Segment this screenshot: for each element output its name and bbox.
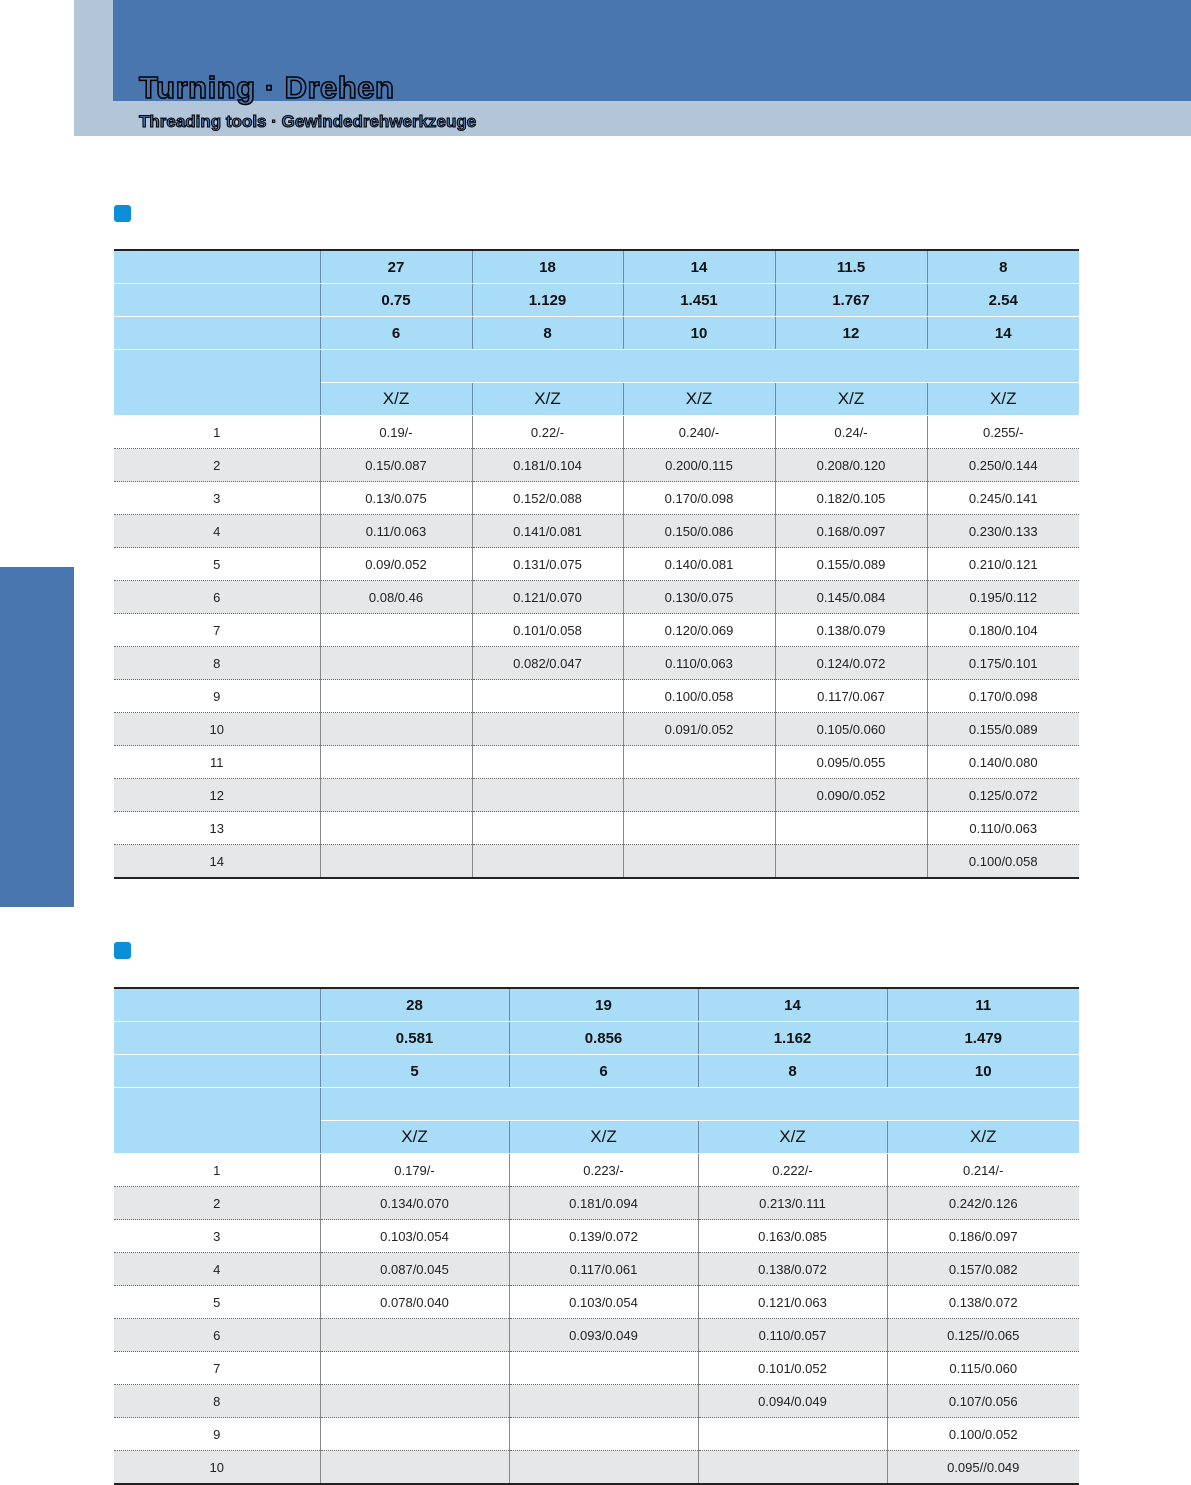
value-cell: 0.107/0.056 xyxy=(887,1385,1079,1418)
pass-number-cell: 9 xyxy=(114,1418,320,1451)
value-cell: 0.124/0.072 xyxy=(775,647,927,680)
header-cell: 8 xyxy=(472,317,623,350)
value-cell: 0.101/0.052 xyxy=(698,1352,887,1385)
value-cell: 0.255/- xyxy=(927,416,1079,449)
header-row-4 xyxy=(114,350,1079,383)
table-row xyxy=(114,1253,1079,1286)
value-cell xyxy=(623,812,775,845)
value-cell: 0.103/0.054 xyxy=(320,1220,509,1253)
table-row xyxy=(114,1352,1079,1385)
page-title: Turning · Drehen xyxy=(139,70,395,105)
value-cell: 0.208/0.120 xyxy=(775,449,927,482)
value-cell: 0.222/- xyxy=(698,1154,887,1187)
value-cell: 0.110/0.057 xyxy=(698,1319,887,1352)
value-cell: 0.140/0.080 xyxy=(927,746,1079,779)
pass-number-cell: 5 xyxy=(114,1286,320,1319)
header-cell: 1.162 xyxy=(698,1022,887,1055)
value-cell xyxy=(320,845,472,879)
value-cell: 0.155/0.089 xyxy=(927,713,1079,746)
table-row xyxy=(114,515,1079,548)
value-cell: 0.120/0.069 xyxy=(623,614,775,647)
pass-number-cell: 14 xyxy=(114,845,320,879)
header-cell: 0.75 xyxy=(320,284,472,317)
value-cell: 0.138/0.072 xyxy=(698,1253,887,1286)
value-cell: 0.087/0.045 xyxy=(320,1253,509,1286)
value-cell: 0.145/0.084 xyxy=(775,581,927,614)
value-cell: 0.179/- xyxy=(320,1154,509,1187)
header-row-2 xyxy=(114,1022,1079,1055)
value-cell xyxy=(320,1385,509,1418)
pass-number-cell: 3 xyxy=(114,1220,320,1253)
header-cell: 8 xyxy=(927,250,1079,284)
value-cell: 0.175/0.101 xyxy=(927,647,1079,680)
table-row xyxy=(114,1451,1079,1485)
pass-label-cell xyxy=(114,350,320,416)
table-row xyxy=(114,680,1079,713)
pass-number-cell: 5 xyxy=(114,548,320,581)
section-2-marker-icon xyxy=(114,942,131,959)
header-cell: 1.479 xyxy=(887,1022,1079,1055)
value-cell xyxy=(320,647,472,680)
value-cell: 0.09/0.052 xyxy=(320,548,472,581)
value-cell: 0.141/0.081 xyxy=(472,515,623,548)
value-cell: 0.163/0.085 xyxy=(698,1220,887,1253)
table-row xyxy=(114,1154,1079,1187)
header-cell: 14 xyxy=(698,988,887,1022)
table-row xyxy=(114,548,1079,581)
xz-header-cell: X/Z xyxy=(320,383,472,416)
xz-header-cell: X/Z xyxy=(623,383,775,416)
header-cell: 8 xyxy=(698,1055,887,1088)
table-row xyxy=(114,614,1079,647)
value-cell: 0.093/0.049 xyxy=(509,1319,698,1352)
merged-header-cell xyxy=(320,1088,1079,1121)
header-row-1 xyxy=(114,988,1079,1022)
value-cell: 0.11/0.063 xyxy=(320,515,472,548)
value-cell xyxy=(472,779,623,812)
value-cell xyxy=(698,1418,887,1451)
value-cell xyxy=(320,713,472,746)
table-row xyxy=(114,845,1079,879)
table-row xyxy=(114,1418,1079,1451)
value-cell: 0.125//0.065 xyxy=(887,1319,1079,1352)
value-cell xyxy=(472,845,623,879)
value-cell: 0.115/0.060 xyxy=(887,1352,1079,1385)
value-cell xyxy=(320,1451,509,1485)
pass-number-cell: 3 xyxy=(114,482,320,515)
pass-number-cell: 7 xyxy=(114,1352,320,1385)
row-label-cell xyxy=(114,317,320,350)
value-cell: 0.117/0.067 xyxy=(775,680,927,713)
value-cell: 0.100/0.058 xyxy=(623,680,775,713)
value-cell: 0.105/0.060 xyxy=(775,713,927,746)
value-cell: 0.230/0.133 xyxy=(927,515,1079,548)
table-row xyxy=(114,779,1079,812)
table-row xyxy=(114,1187,1079,1220)
value-cell: 0.195/0.112 xyxy=(927,581,1079,614)
header-cell: 28 xyxy=(320,988,509,1022)
side-chapter-tab xyxy=(0,567,74,907)
value-cell: 0.131/0.075 xyxy=(472,548,623,581)
header-cell: 10 xyxy=(623,317,775,350)
header-cell: 1.129 xyxy=(472,284,623,317)
value-cell: 0.082/0.047 xyxy=(472,647,623,680)
header-cell: 19 xyxy=(509,988,698,1022)
value-cell: 0.200/0.115 xyxy=(623,449,775,482)
header-cell: 6 xyxy=(320,317,472,350)
header-row-4 xyxy=(114,1088,1079,1121)
header-cell: 10 xyxy=(887,1055,1079,1088)
xz-header-cell: X/Z xyxy=(320,1121,509,1154)
xz-header-cell: X/Z xyxy=(698,1121,887,1154)
table-row xyxy=(114,713,1079,746)
pass-number-cell: 11 xyxy=(114,746,320,779)
pass-number-cell: 1 xyxy=(114,416,320,449)
value-cell: 0.240/- xyxy=(623,416,775,449)
pass-number-cell: 6 xyxy=(114,581,320,614)
value-cell xyxy=(623,746,775,779)
value-cell: 0.13/0.075 xyxy=(320,482,472,515)
value-cell: 0.242/0.126 xyxy=(887,1187,1079,1220)
row-label-cell xyxy=(114,250,320,284)
table-row xyxy=(114,812,1079,845)
value-cell: 0.245/0.141 xyxy=(927,482,1079,515)
value-cell: 0.078/0.040 xyxy=(320,1286,509,1319)
pass-number-cell: 4 xyxy=(114,1253,320,1286)
xz-header-cell: X/Z xyxy=(509,1121,698,1154)
pass-number-cell: 13 xyxy=(114,812,320,845)
xz-header-cell: X/Z xyxy=(472,383,623,416)
value-cell: 0.08/0.46 xyxy=(320,581,472,614)
pass-label-cell xyxy=(114,1088,320,1154)
xz-header-cell: X/Z xyxy=(927,383,1079,416)
header-row-3 xyxy=(114,317,1079,350)
pass-number-cell: 4 xyxy=(114,515,320,548)
threading-table-1 xyxy=(114,249,1079,879)
pass-number-cell: 8 xyxy=(114,1385,320,1418)
pass-number-cell: 12 xyxy=(114,779,320,812)
value-cell: 0.134/0.070 xyxy=(320,1187,509,1220)
value-cell xyxy=(472,746,623,779)
value-cell xyxy=(623,845,775,879)
value-cell: 0.101/0.058 xyxy=(472,614,623,647)
header-row-3 xyxy=(114,1055,1079,1088)
value-cell xyxy=(472,680,623,713)
value-cell: 0.138/0.079 xyxy=(775,614,927,647)
value-cell xyxy=(320,1352,509,1385)
value-cell: 0.186/0.097 xyxy=(887,1220,1079,1253)
value-cell xyxy=(698,1451,887,1485)
value-cell xyxy=(320,779,472,812)
table-row xyxy=(114,1286,1079,1319)
value-cell: 0.22/- xyxy=(472,416,623,449)
table-row xyxy=(114,1385,1079,1418)
table-row xyxy=(114,746,1079,779)
table-row xyxy=(114,1319,1079,1352)
pass-number-cell: 10 xyxy=(114,713,320,746)
value-cell xyxy=(320,812,472,845)
value-cell: 0.181/0.094 xyxy=(509,1187,698,1220)
pass-number-cell: 9 xyxy=(114,680,320,713)
value-cell xyxy=(472,812,623,845)
value-cell xyxy=(320,1319,509,1352)
header-cell: 1.451 xyxy=(623,284,775,317)
value-cell: 0.110/0.063 xyxy=(927,812,1079,845)
value-cell: 0.094/0.049 xyxy=(698,1385,887,1418)
table-row xyxy=(114,416,1079,449)
value-cell: 0.138/0.072 xyxy=(887,1286,1079,1319)
value-cell: 0.170/0.098 xyxy=(623,482,775,515)
value-cell: 0.168/0.097 xyxy=(775,515,927,548)
header-cell: 1.767 xyxy=(775,284,927,317)
value-cell: 0.100/0.052 xyxy=(887,1418,1079,1451)
pass-number-cell: 8 xyxy=(114,647,320,680)
value-cell: 0.182/0.105 xyxy=(775,482,927,515)
value-cell: 0.139/0.072 xyxy=(509,1220,698,1253)
value-cell: 0.157/0.082 xyxy=(887,1253,1079,1286)
header-cell: 11 xyxy=(887,988,1079,1022)
value-cell xyxy=(320,680,472,713)
row-label-cell xyxy=(114,1055,320,1088)
value-cell: 0.110/0.063 xyxy=(623,647,775,680)
header-cell: 6 xyxy=(509,1055,698,1088)
value-cell: 0.155/0.089 xyxy=(775,548,927,581)
header-row-1 xyxy=(114,250,1079,284)
table-row xyxy=(114,1220,1079,1253)
value-cell: 0.095/0.055 xyxy=(775,746,927,779)
value-cell: 0.095//0.049 xyxy=(887,1451,1079,1485)
row-label-cell xyxy=(114,284,320,317)
table-row xyxy=(114,449,1079,482)
value-cell: 0.152/0.088 xyxy=(472,482,623,515)
value-cell: 0.19/- xyxy=(320,416,472,449)
value-cell: 0.130/0.075 xyxy=(623,581,775,614)
pass-number-cell: 1 xyxy=(114,1154,320,1187)
pass-number-cell: 2 xyxy=(114,1187,320,1220)
header-cell: 0.581 xyxy=(320,1022,509,1055)
pass-number-cell: 7 xyxy=(114,614,320,647)
pass-number-cell: 2 xyxy=(114,449,320,482)
value-cell xyxy=(509,1352,698,1385)
value-cell xyxy=(509,1385,698,1418)
value-cell xyxy=(320,1418,509,1451)
value-cell: 0.24/- xyxy=(775,416,927,449)
value-cell: 0.223/- xyxy=(509,1154,698,1187)
value-cell: 0.250/0.144 xyxy=(927,449,1079,482)
xz-header-cell: X/Z xyxy=(887,1121,1079,1154)
value-cell xyxy=(509,1418,698,1451)
header-cell: 5 xyxy=(320,1055,509,1088)
header-cell: 18 xyxy=(472,250,623,284)
value-cell: 0.090/0.052 xyxy=(775,779,927,812)
pass-number-cell: 6 xyxy=(114,1319,320,1352)
row-label-cell xyxy=(114,988,320,1022)
table-row xyxy=(114,647,1079,680)
value-cell: 0.121/0.063 xyxy=(698,1286,887,1319)
value-cell xyxy=(775,812,927,845)
header-cell: 2.54 xyxy=(927,284,1079,317)
table-row xyxy=(114,482,1079,515)
header-cell: 27 xyxy=(320,250,472,284)
value-cell: 0.150/0.086 xyxy=(623,515,775,548)
value-cell: 0.170/0.098 xyxy=(927,680,1079,713)
value-cell: 0.091/0.052 xyxy=(623,713,775,746)
value-cell: 0.15/0.087 xyxy=(320,449,472,482)
header-cell: 11.5 xyxy=(775,250,927,284)
row-label-cell xyxy=(114,1022,320,1055)
xz-header-cell: X/Z xyxy=(775,383,927,416)
value-cell xyxy=(472,713,623,746)
value-cell: 0.100/0.058 xyxy=(927,845,1079,879)
value-cell: 0.117/0.061 xyxy=(509,1253,698,1286)
value-cell: 0.181/0.104 xyxy=(472,449,623,482)
page-subtitle: Threading tools · Gewindedrehwerkzeuge xyxy=(139,112,477,131)
value-cell xyxy=(623,779,775,812)
value-cell: 0.214/- xyxy=(887,1154,1079,1187)
value-cell: 0.140/0.081 xyxy=(623,548,775,581)
value-cell xyxy=(509,1451,698,1485)
value-cell xyxy=(320,746,472,779)
header-row-2 xyxy=(114,284,1079,317)
pass-number-cell: 10 xyxy=(114,1451,320,1485)
value-cell: 0.213/0.111 xyxy=(698,1187,887,1220)
table-row xyxy=(114,581,1079,614)
section-1-marker-icon xyxy=(114,205,131,222)
header-cell: 14 xyxy=(927,317,1079,350)
value-cell: 0.103/0.054 xyxy=(509,1286,698,1319)
header-cell: 12 xyxy=(775,317,927,350)
value-cell: 0.125/0.072 xyxy=(927,779,1079,812)
value-cell xyxy=(775,845,927,879)
threading-table-2 xyxy=(114,987,1079,1485)
value-cell: 0.180/0.104 xyxy=(927,614,1079,647)
header-cell: 14 xyxy=(623,250,775,284)
merged-header-cell xyxy=(320,350,1079,383)
header-cell: 0.856 xyxy=(509,1022,698,1055)
value-cell: 0.210/0.121 xyxy=(927,548,1079,581)
value-cell xyxy=(320,614,472,647)
value-cell: 0.121/0.070 xyxy=(472,581,623,614)
